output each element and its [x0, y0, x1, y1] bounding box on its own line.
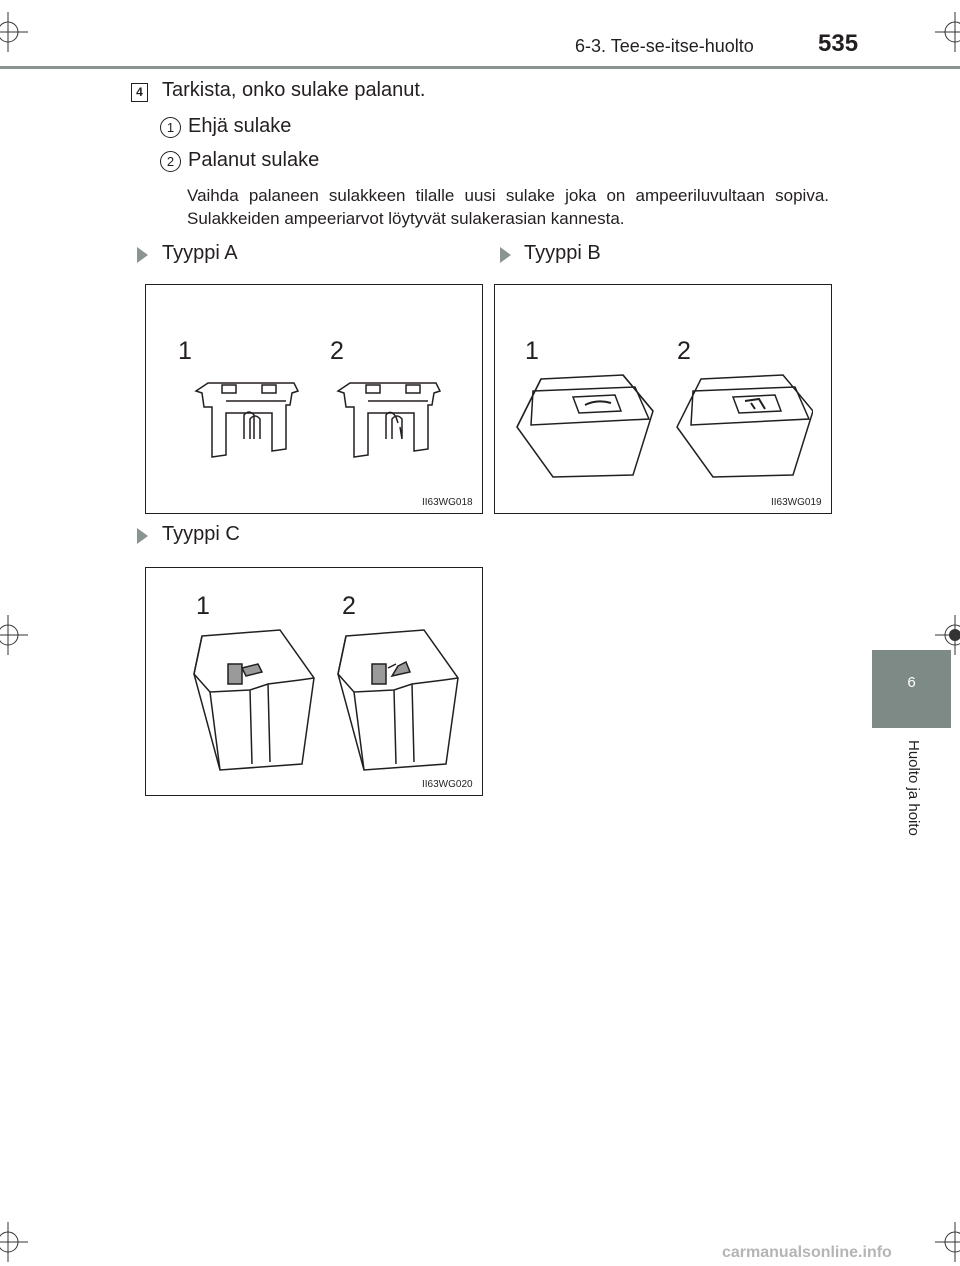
- instruction-note: Vaihda palaneen sulakkeen tilalle uusi sulake joka on ampeeriluvultaan sopiva. Sulakkeiden ampeeriarvot löytyvät sulakerasian kannesta.: [187, 186, 829, 228]
- callout-2: 2: [677, 337, 691, 365]
- registration-mark-icon: [935, 12, 960, 52]
- figure-code: II63WG018: [422, 497, 473, 508]
- figure-code: II63WG020: [422, 779, 473, 790]
- callout-badge: 2: [160, 151, 181, 172]
- figure-type-c: [145, 567, 483, 796]
- registration-mark-icon: [0, 1222, 28, 1262]
- callout-1: 1: [196, 592, 210, 620]
- bullet-triangle-icon: [137, 528, 148, 544]
- registration-mark-icon: [935, 615, 960, 655]
- j-case-fuse-illustration: [190, 624, 470, 774]
- registration-mark-icon: [0, 615, 28, 655]
- section-title: 6-3. Tee-se-itse-huolto: [575, 36, 754, 56]
- registration-mark-icon: [0, 12, 28, 52]
- chapter-number: 6: [907, 674, 916, 691]
- callout-1: 1: [525, 337, 539, 365]
- figure-type-b: [494, 284, 832, 514]
- registration-mark-icon: [935, 1222, 960, 1262]
- figure-title-type-a: Tyyppi A: [162, 242, 238, 264]
- figure-title-type-b: Tyyppi B: [524, 242, 601, 264]
- figure-type-a: [145, 284, 483, 514]
- chapter-label: Huolto ja hoito: [905, 740, 922, 836]
- cartridge-fuse-illustration: [513, 371, 813, 481]
- watermark[interactable]: carmanualsonline.info: [722, 1244, 892, 1261]
- callout-2: 2: [342, 592, 356, 620]
- step-number-badge: 4: [131, 83, 148, 102]
- figure-title-type-c: Tyyppi C: [162, 523, 240, 545]
- blade-fuse-illustration: [186, 377, 446, 467]
- callout-2: 2: [330, 337, 344, 365]
- step-instruction: Tarkista, onko sulake palanut.: [162, 79, 426, 101]
- chapter-tab[interactable]: [872, 650, 951, 728]
- item-label-blown-fuse: Palanut sulake: [188, 149, 320, 171]
- figure-code: II63WG019: [771, 497, 822, 508]
- header-rule: [0, 66, 960, 69]
- bullet-triangle-icon: [137, 247, 148, 263]
- bullet-triangle-icon: [500, 247, 511, 263]
- item-label-intact-fuse: Ehjä sulake: [188, 115, 292, 137]
- callout-1: 1: [178, 337, 192, 365]
- callout-badge: 1: [160, 117, 181, 138]
- page-number: 535: [818, 30, 859, 57]
